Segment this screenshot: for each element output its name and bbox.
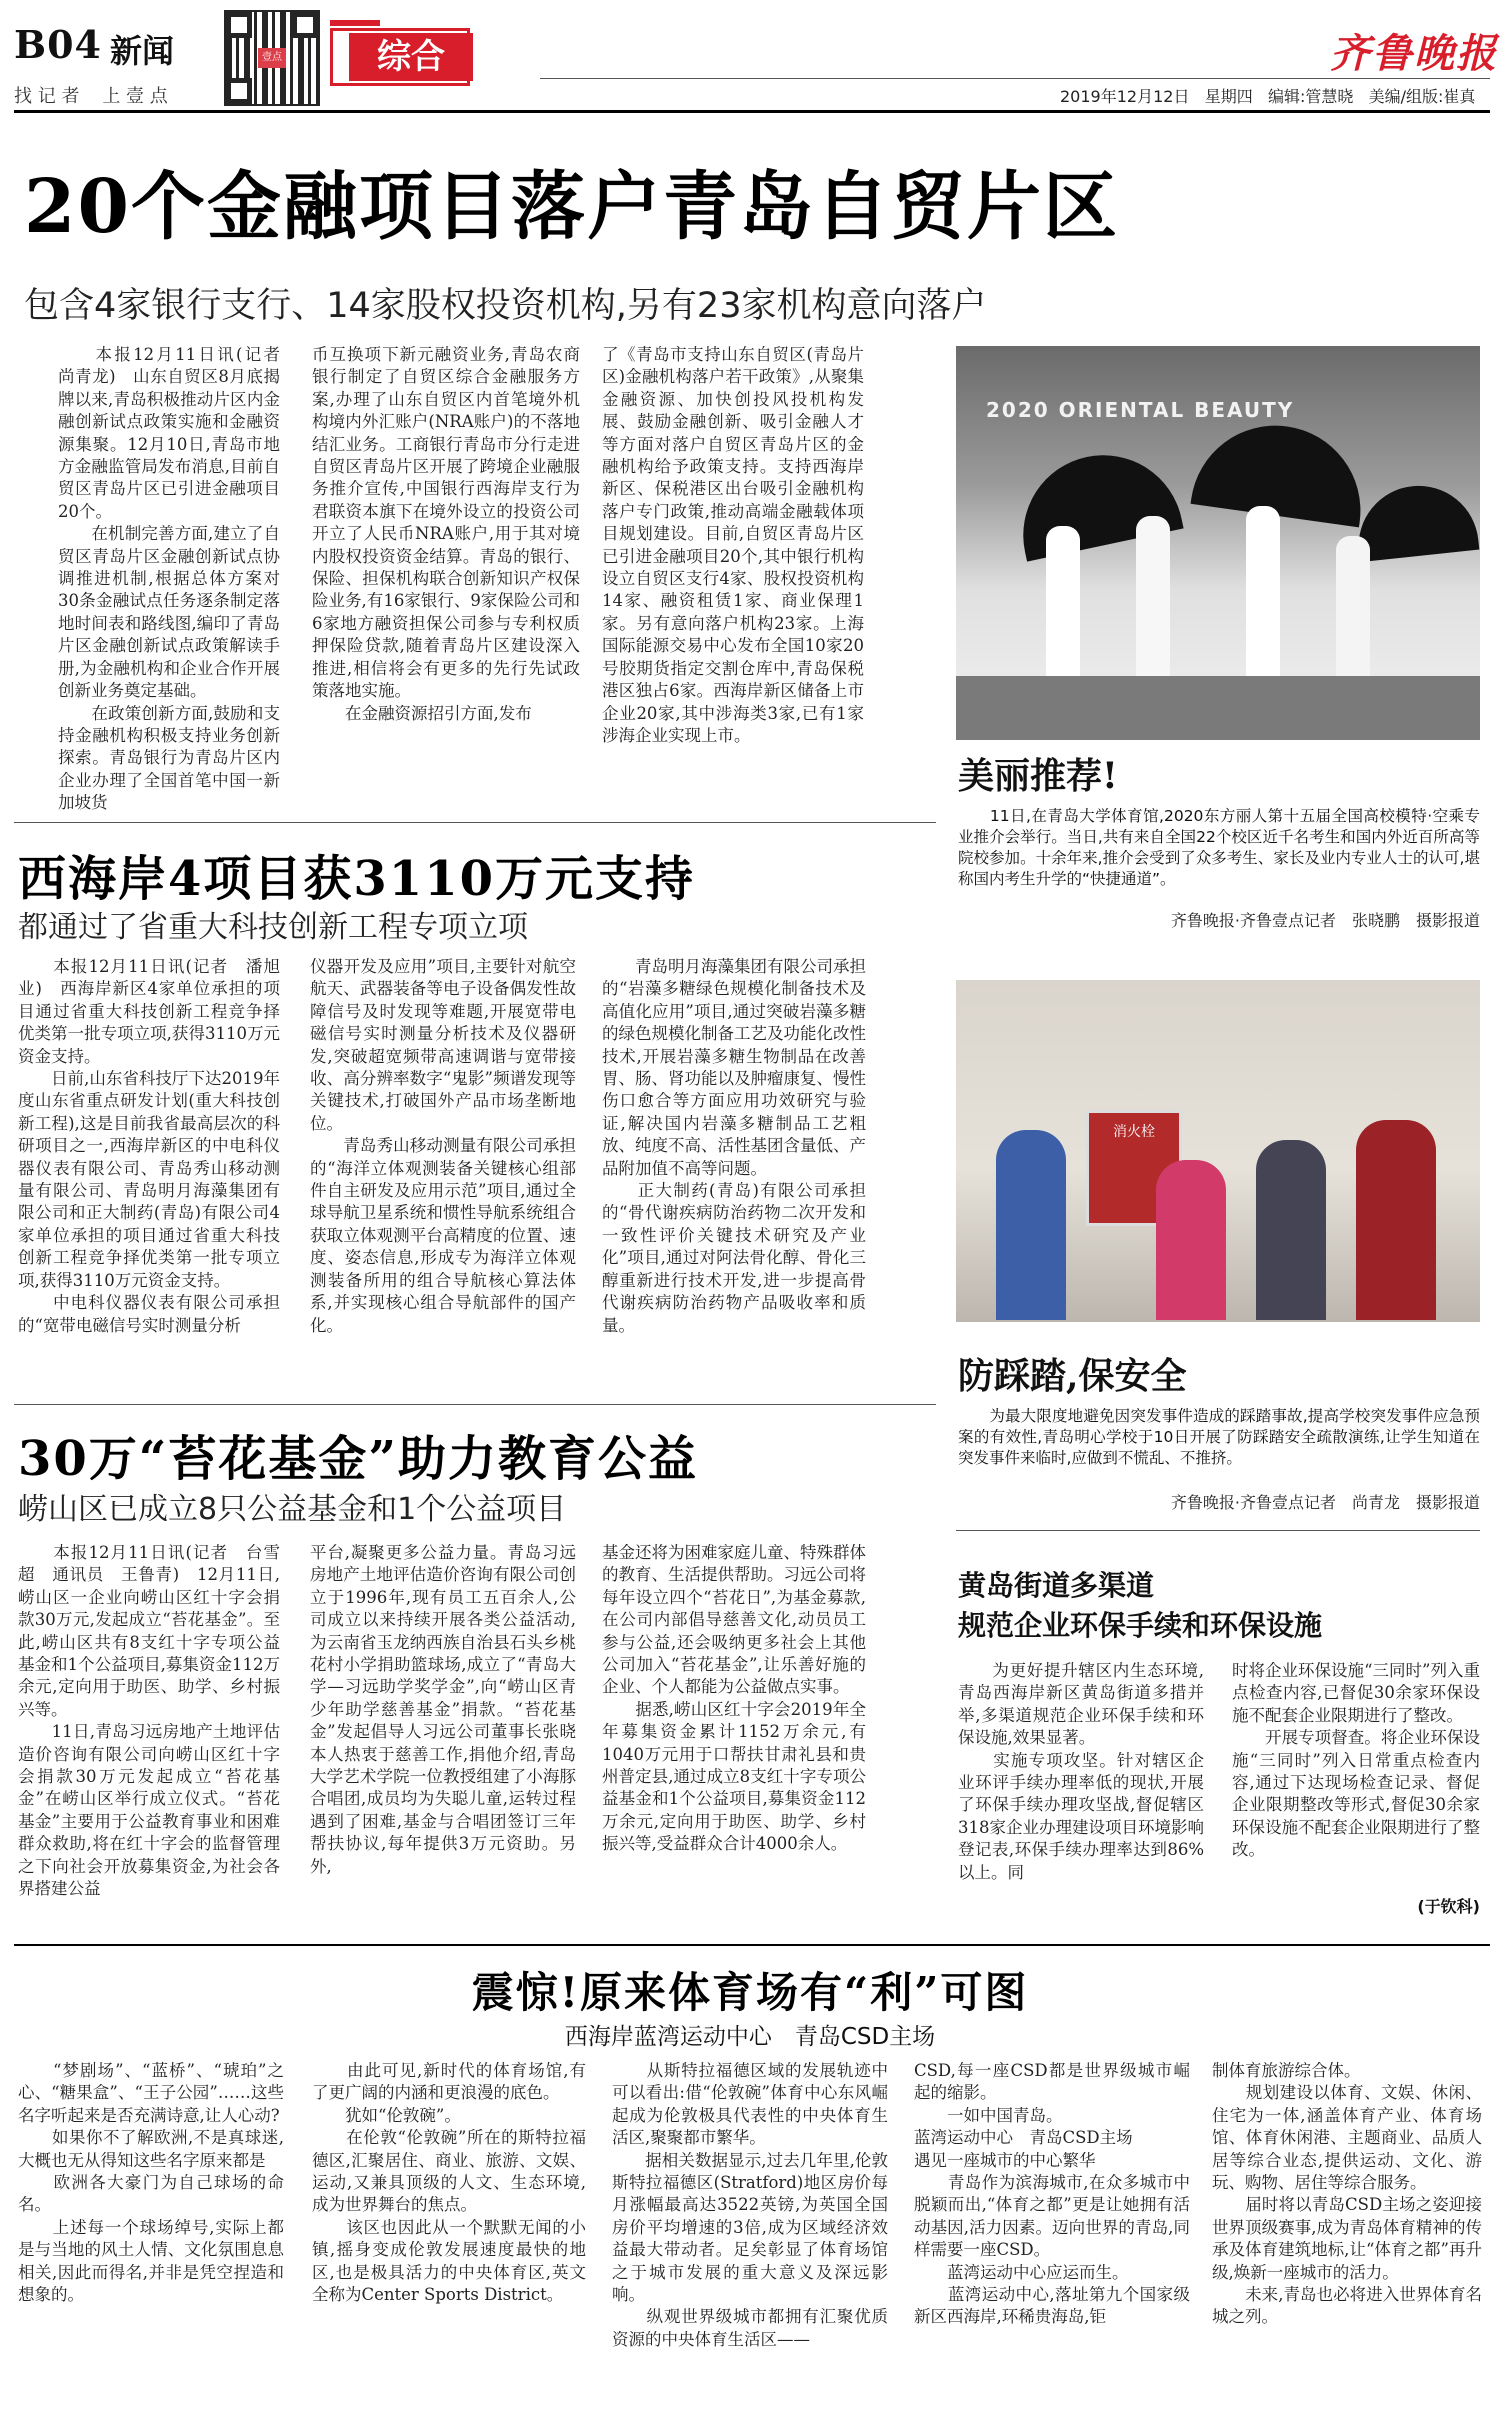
story4-column-1: 为更好提升辖区内生态环境,青岛西海岸新区黄岛街道多措并举,多渠道规范企业环保手续和环保设施,效果显著。 实施专项攻坚。针对辖区企业环评手续办理率低的现状,开展了环保手续办理攻坚战,督促辖区318家企业办理建设项目环境影响登记表,环保手续办理率达到86%以上。同 — [958, 1661, 1204, 1882]
student-figure — [996, 1130, 1066, 1320]
column-tag — [330, 28, 470, 86]
slogan: 找 记 者 上 壹 点 — [14, 86, 168, 107]
lead-column-3: 了《青岛市支持山东自贸区(青岛片区)金融机构落户若干政策》,从聚集金融资源、加快创投风投机构发展、鼓励金融创新、吸引金融人才等方面对落户自贸区青岛片区的金融机构给予政策支持。支持西海岸新区、保税港区出台吸引金融机构落户专门政策,推动高端金融载体项目规划建设。目前,自贸区青岛片区已引进金融项目20个,其中银行机构设立自贸区支行4家、股权投资机构14家、融资租赁1家、商业保理1家。另有意向落户机构23家。上海国际能源交易中心发布全国10家20号胶期货指定交割仓库中,青岛保税港区独占6家。西海岸新区储备上市企业20家,其中涉海类3家,已有1家涉海企业实现上市。 — [602, 345, 864, 745]
story5-column-4: CSD,每一座CSD都是世界级城市崛起的缩影。 一如中国青岛。 蓝湾运动中心 青岛CSD主场 遇见一座城市的中心繁华 青岛作为滨海城市,在众多城市中脱颖而出,“体育之都”更是让她拥有活动基因,活力因素。迈向世界的青岛,同样需要一座CSD。 蓝湾运动中心应运而生。 蓝湾运动中心,落址第九个国家级新区西海岸,环稀贵海岛,钜 — [914, 2061, 1190, 2327]
divider — [14, 1404, 936, 1405]
story5-column-5: 制体育旅游综合体。 规划建设以体育、文娱、休闲、住宅为一体,涵盖体育产业、体育场馆、体育休闲港、主题商业、品质人居等综合业态,提供运动、文化、游玩、购物、居住等综合服务。 届时将以青岛CSD主场之姿迎接世界顶级赛事,成为青岛体育精神的传承及体育建筑地标,让“体育之都”再升级,焕新一座城市的活力。 未来,青岛也必将进入世界体育名城之列。 — [1212, 2061, 1482, 2327]
story4-column-2: 时将企业环保设施“三同时”列入重点检查内容,已督促30余家环保设施不配套企业限期进行了整改。 开展专项督查。将企业环保设施“三同时”列入日常重点检查内容,通过下达现场检查记录、督促企业限期整改等形式,督促30余家环保设施不配套企业限期进行了整改。 — [1232, 1661, 1480, 1860]
paper-logo: 齐鲁晚报 — [1330, 30, 1498, 77]
floor — [956, 676, 1480, 740]
story3-subheadline: 崂山区已成立8只公益基金和1个公益项目 — [18, 1492, 567, 1527]
top-rule — [14, 110, 1490, 113]
story2-subheadline: 都通过了省重大科技创新工程专项立项 — [18, 910, 528, 945]
header-tick — [330, 20, 380, 26]
divider — [14, 1944, 1490, 1946]
fan-icon — [1191, 415, 1372, 528]
photo2-caption-title: 防踩踏,保安全 — [958, 1355, 1187, 1397]
story2-column-3: 青岛明月海藻集团有限公司承担的“岩藻多糖绿色规模化制备技术及高值化应用”项目,通过突破岩藻多糖的绿色规模化制备工艺及功能化改性技术,开展岩藻多糖生物制品在改善胃、肠、肾功能以及肿瘤康复、慢性伤口愈合等方面应用功效研究与验证,解决国内岩藻多糖制品工艺粗放、纯度不高、活性基团含量低、产品附加值不高等问题。 正大制药(青岛)有限公司承担的“骨代谢疾病防治药物二次开发和一致性评价关键技术研究及产业化”项目,通过对阿法骨化醇、骨化三醇重新进行技术开发,进一步提高骨代谢疾病防治药物产品吸收率和质量。 — [602, 957, 866, 1335]
column-tag-label: 综合 — [349, 33, 473, 81]
story2-column-2: 仪器开发及应用”项目,主要针对航空航天、武器装备等电子设备偶发性故障信号及时发现等难题,开展宽带电磁信号实时测量分析技术及仪器研发,突破超宽频带高速调谐与宽带接收、高分辨率数字“鬼影”频谱发现等关键技术,打破国外产品市场垄断地位。 青岛秀山移动测量有限公司承担的“海洋立体观测装备关键核心组部件自主研发及应用示范”项目,通过全球导航卫星系统和惯性导航系统组合获取立体观测平台高精度的位置、速度、姿态信息,形成专为海洋立体观测装备所用的组合导航核心算法体系,并实现核心组合导航部件的国产化。 — [310, 957, 576, 1335]
photo1-caption-text: 11日,在青岛大学体育馆,2020东方丽人第十五届全国高校模特·空乘专业推介会举行。当日,共有来自全国22个校区近千名考生和国内外近百所高等院校参加。十余年来,推介会受到了众多考生、家长及业内专业人士的认可,堪称国内考生升学的“快捷通道”。 — [958, 807, 1480, 888]
student-figure — [1156, 1160, 1226, 1320]
story5-column-2: 由此可见,新时代的体育场馆,有了更广阔的内涵和更浪漫的底色。 犹如“伦敦碗”。 在伦敦“伦敦碗”所在的斯特拉福德区,汇聚居住、商业、旅游、文娱、运动,又兼具顶级的人文、生态环境,成为世界舞台的焦点。 该区也因此从一个默默无闻的小镇,摇身变成伦敦发展速度最快的地区,也是极具活力的中央体育区,英文全称为Center Sports District。 — [312, 2061, 586, 2305]
hydrant-sign: 消火栓 — [1113, 1124, 1155, 1140]
story5-headline: 震惊!原来体育场有“利”可图 — [471, 1968, 1029, 2017]
divider — [956, 1530, 1480, 1531]
student-figure — [1356, 1120, 1436, 1320]
student-figure — [1256, 1140, 1326, 1320]
story2-headline: 西海岸4项目获3110万元支持 — [18, 851, 695, 907]
story3-column-1: 本报12月11日讯(记者 台雪超 通讯员 王鲁青) 12月11日,崂山区一企业向崂山区红十字会捐款30万元,发起成立“苔花基金”。至此,崂山区共有8支红十字专项公益基金和1个公益项目,募集资金112万余元,定向用于助医、助学、乡村振兴等。 11日,青岛习远房地产土地评估造价咨询有限公司向崂山区红十字会捐款30万元发起成立“苔花基金”在崂山区举行成立仪式。“苔花基金”主要用于公益教育事业和困难群众救助,将在红十字会的监督管理之下向社会开放募集资金,为社会各界搭建公益 — [18, 1543, 280, 1899]
photo2-caption-text: 为最大限度地避免因突发事件造成的踩踏事故,提高学校突发事件应急预案的有效性,青岛明心学校于10日开展了防踩踏安全疏散演练,让学生知道在突发事件来临时,应做到不慌乱、不推挤。 — [958, 1407, 1480, 1467]
photo2-credit: 齐鲁晚报·齐鲁壹点记者 尚青龙 摄影报道 — [1170, 1493, 1480, 1512]
fan-icon — [1353, 480, 1480, 562]
story3-column-2: 平台,凝聚更多公益力量。青岛习远房地产土地评估造价咨询有限公司创立于1996年,现有员工五百余人,公司成立以来持续开展各类公益活动,为云南省玉龙纳西族自治县石头乡桃花村小学捐助篮球场,成立了“青岛大学—习远助学奖学金”,向“崂山区青少年助学慈善基金”捐款。“苔花基金”发起倡导人习远公司董事长张晓本人热衷于慈善工作,捐他介绍,青岛大学艺术学院一位教授组建了小海豚合唱团,成员均为失聪儿童,运转过程遇到了困难,基金与合唱团签订三年帮扶协议,每年提供3万元资助。另外, — [310, 1543, 576, 1876]
photo1-caption-title: 美丽推荐! — [958, 755, 1118, 797]
story3-column-3: 基金还将为困难家庭儿童、特殊群体的教育、生活提供帮助。习远公司将每年设立四个“苔花日”,为基金募款,在公司内部倡导慈善文化,动员员工参与公益,还会吸纳更多社会上其他公司加入“苔花基金”,让乐善好施的企业、个人都能为公益做点实事。 据悉,崂山区红十字会2019年全年募集资金累计1152万余元,有1040万元用于口帮扶甘肃礼县和贵州普定县,通过成立8支红十字专项公益基金和1个公益项目,募集资金112万余元,定向用于助医、助学、乡村振兴等,受益群众合计4000余人。 — [602, 1543, 866, 1854]
qr-center-logo: 壹点 — [258, 48, 286, 68]
story4-headline-2: 规范企业环保手续和环保设施 — [958, 1609, 1323, 1642]
section-name: 新闻 — [110, 32, 175, 70]
divider — [14, 822, 936, 823]
page-code: B04 — [14, 22, 102, 67]
lead-subheadline: 包含4家银行支行、14家股权投资机构,另有23家机构意向落户 — [24, 286, 987, 326]
lead-column-2: 币互换项下新元融资业务,青岛农商银行制定了自贸区综合金融服务方案,办理了山东自贸区内首笔境外机构境内外汇账户(NRA账户)的不落地结汇业务。工商银行青岛市分行走进自贸区青岛片区开展了跨境企业融服务推介宣传,中国银行西海岸支行为君联资本旗下在境外设立的投资公司开立了人民币NRA账户,用于其对境内股权投资资金结算。青岛的银行、保险、担保机构联合创新知识产权保险业务,有16家银行、9家保险公司和6家地方融资担保公司参与专利权质押保险贷款,随着青岛片区建设深入推进,相信将会有更多的先行先试政策落地实施。 在金融资源招引方面,发布 — [312, 345, 580, 723]
banner-text: 2020 ORIENTAL BEAUTY — [986, 398, 1295, 422]
story5-column-1: “梦剧场”、“蓝桥”、“琥珀”之心、“糖果盒”、“王子公园”……这些名字听起来是否充满诗意,让人心动? 如果你不了解欧洲,不是真球迷,大概也无从得知这些名字原来都是 欧洲各大豪门为自己球场的命名。 上述每一个球场绰号,实际上都是与当地的风土人情、文化氛围息息相关,因此而得名,并非是凭空捏造和想象的。 — [18, 2061, 284, 2305]
story4-author: (于钦科) — [1417, 1897, 1480, 1916]
lead-headline: 20个金融项目落户青岛自贸片区 — [24, 164, 1119, 250]
fashion-show-photo — [956, 346, 1480, 740]
story5-subheadline: 西海岸蓝湾运动中心 青岛CSD主场 — [564, 2024, 936, 2050]
masthead-rule — [540, 78, 1490, 79]
lead-column-1: 本报12月11日讯(记者 尚青龙) 山东自贸区8月底揭牌以来,青岛积极推动片区内金融创新试点政策实施和金融资源集聚。12月10日,青岛市地方金融监管局发布消息,目前自贸区青岛片区已引进金融项目20个。 在机制完善方面,建立了自贸区青岛片区金融创新试点协调推进机制,根据总体方案对30条金融试点任务逐条制定落地时间表和路线图,编印了青岛片区金融创新试点政策解读手册,为金融机构和企业合作开展创新业务奠定基础。 在政策创新方面,鼓励和支持金融机构积极支持业务创新探索。青岛银行为青岛片区内企业办理了全国首笔中国一新加坡货 — [58, 345, 280, 813]
date-line: 2019年12月12日 星期四 编辑:管慧晓 美编/组版:崔真 — [1060, 87, 1476, 106]
story4-headline-1: 黄岛街道多渠道 — [958, 1569, 1155, 1602]
story2-column-1: 本报12月11日讯(记者 潘旭业) 西海岸新区4家单位承担的项目通过省重大科技创新工程竞争择优类第一批专项立项,获得3110万元资金支持。 日前,山东省科技厅下达2019年度山东省重点研发计划(重大科技创新工程),这是目前我省最高层次的科研项目之一,西海岸新区的中电科仪器仪表有限公司、青岛秀山移动测量有限公司、青岛明月海藻集团有限公司和正大制药(青岛)有限公司4家单位承担的项目通过省重大科技创新工程竞争择优类第一批专项立项,获得3110万元资金支持。 中电科仪器仪表有限公司承担的“宽带电磁信号实时测量分析 — [18, 957, 280, 1335]
photo1-credit: 齐鲁晚报·齐鲁壹点记者 张晓鹏 摄影报道 — [1170, 911, 1480, 930]
story3-headline: 30万“苔花基金”助力教育公益 — [18, 1431, 699, 1487]
stampede-drill-photo — [956, 980, 1480, 1322]
story5-column-3: 从斯特拉福德区域的发展轨迹中可以看出:借“伦敦碗”体育中心东风崛起成为伦敦极具代表性的中央体育生活区,聚聚都市繁华。 据相关数据显示,过去几年里,伦敦斯特拉福德区(Stratford)地区房价每月涨幅最高达3522英镑,为英国全国房价平均增速的3倍,成为区域经济效益最大带动者。足矣彰显了体育场馆之于城市发展的重大意义及深远影响。 纵观世界级城市都拥有汇聚优质资源的中央体育生活区—— — [612, 2061, 888, 2349]
qr-code[interactable] — [224, 10, 320, 106]
